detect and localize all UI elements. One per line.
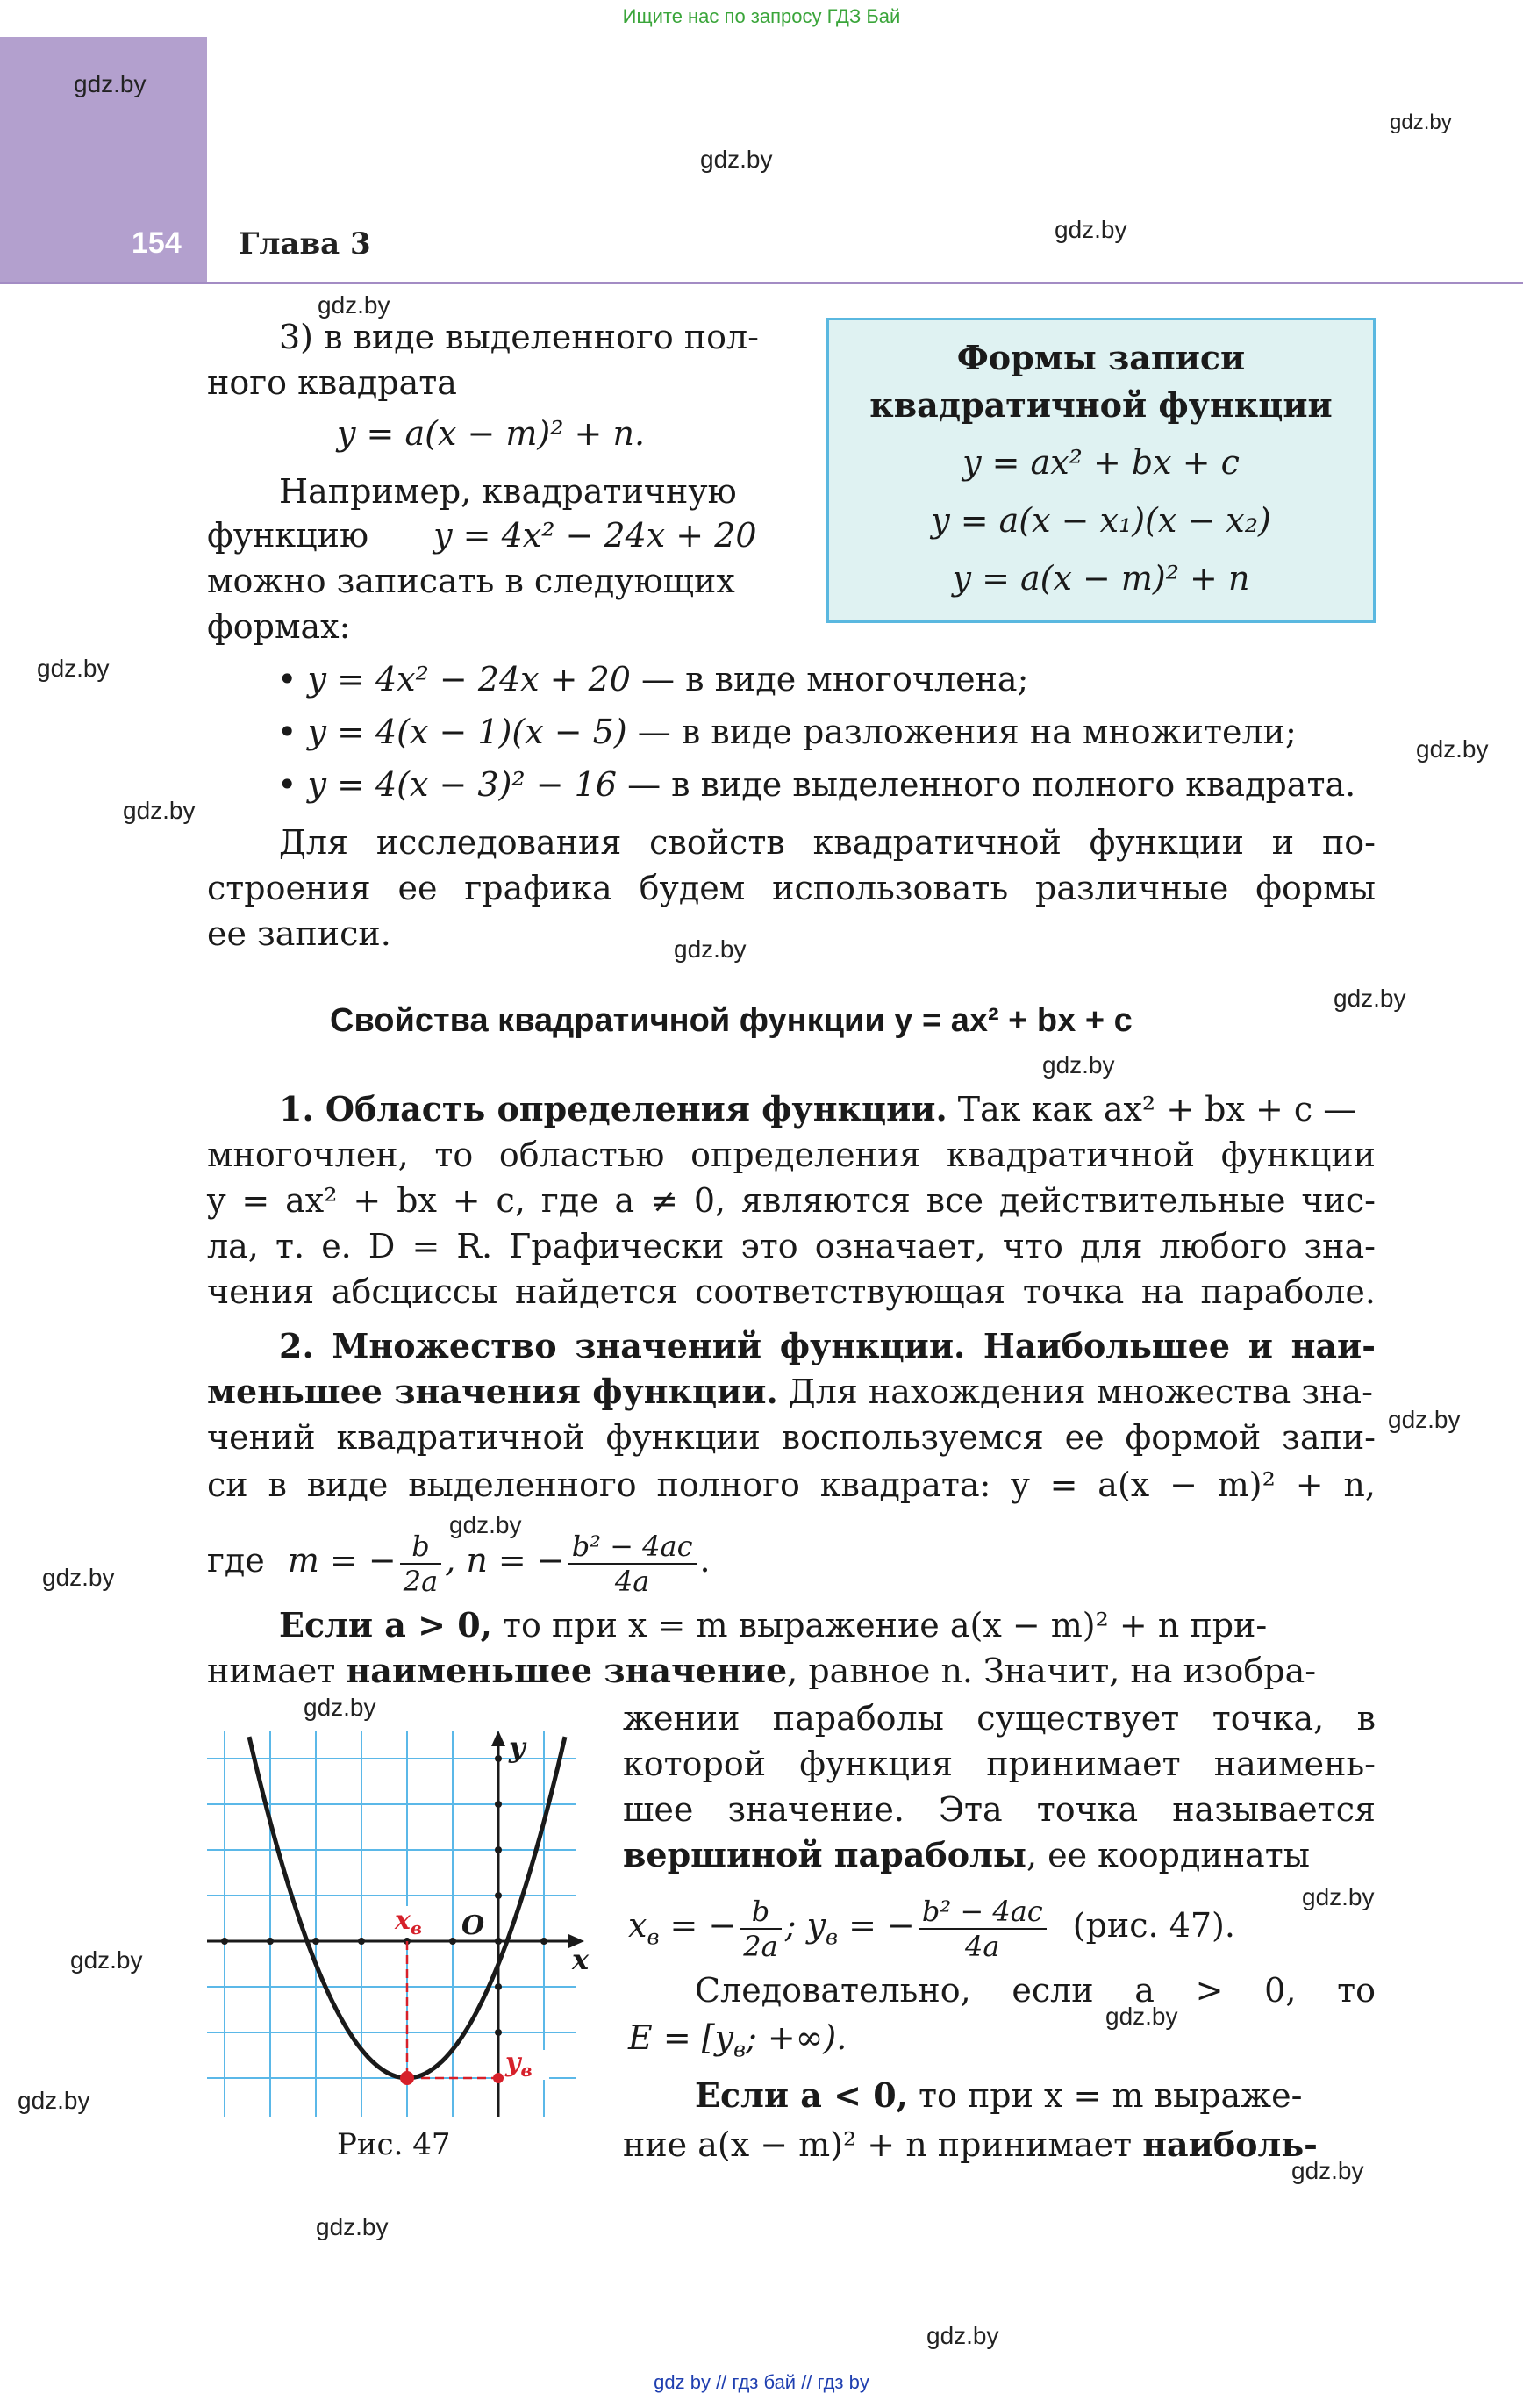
formula-part: = −: [838, 1906, 915, 1945]
paragraph-line: [207, 1648, 1316, 1694]
line-text: , ее координаты: [1026, 1836, 1310, 1874]
paragraph-line: многочлен, то областью определения квадратичной функции: [207, 1136, 1376, 1174]
line-text: то при x = m выражение a(x − m)² + n при-: [491, 1606, 1268, 1645]
axis-x-label: x: [572, 1943, 590, 1976]
fraction-denominator: 2a: [743, 1929, 778, 1963]
x-tick: [540, 1938, 547, 1945]
intro-line: Например, квадратичную: [279, 472, 737, 511]
formula-sub: в: [826, 1924, 839, 1950]
line-text: , равное n. Значит, на изобра-: [787, 1652, 1317, 1690]
fraction-numerator: b: [400, 1530, 441, 1565]
bottom-banner[interactable]: gdz by // гдз бай // гдз by: [654, 2371, 869, 2393]
paragraph-line: [279, 1602, 1267, 1648]
formula-part: ; +∞).: [746, 2018, 847, 2057]
paragraph-line: строения ее графика будем использовать различные формы: [207, 869, 1376, 907]
watermark: gdz.by: [1302, 1883, 1375, 1910]
bold-term: 1. Область определения функции.: [279, 1089, 947, 1129]
formula-part: m = −: [287, 1541, 397, 1580]
watermark: gdz.by: [1042, 1051, 1115, 1079]
bullet-text: — в виде разложения на множители;: [626, 713, 1297, 751]
chapter-title: Глава 3: [239, 226, 371, 262]
y-tick: [495, 1846, 502, 1853]
formula-part: E = [y: [628, 2018, 734, 2057]
line-text: Так как ax² + bx + c —: [947, 1090, 1357, 1129]
watermark: gdz.by: [926, 2322, 999, 2349]
y-tick: [495, 1983, 502, 1990]
paragraph-line: ее записи.: [207, 914, 391, 953]
intro-line: 3) в виде выделенного пол-: [279, 318, 759, 356]
bullet-text: — в виде многочлена;: [630, 660, 1029, 699]
fraction: [568, 1530, 697, 1598]
page-number: 154: [132, 226, 182, 260]
figure-reference: (рис. 47).: [1072, 1906, 1235, 1945]
intro-text: функцию: [207, 516, 369, 555]
fraction-numerator: b² − 4ac: [568, 1530, 697, 1565]
intro-line: формах:: [207, 607, 351, 646]
top-banner[interactable]: Ищите нас по запросу ГДЗ Бай: [622, 5, 901, 27]
y-tick: [495, 2029, 502, 2036]
box-title: квадратичной функции: [869, 385, 1333, 425]
bullet-item: [277, 762, 1355, 807]
box-formula: y = a(x − m)² + n: [952, 559, 1250, 598]
fraction-denominator: 4a: [965, 1929, 1000, 1963]
line-text: нимает: [207, 1652, 347, 1690]
formula-part: x: [628, 1906, 647, 1945]
y-vertex-point: [493, 2073, 504, 2083]
watermark: gdz.by: [42, 1564, 115, 1591]
bullet-icon: •: [277, 660, 297, 699]
bold-term: наименьшее значение: [346, 1651, 788, 1690]
y-tick: [495, 1892, 502, 1899]
watermark: gdz.by: [1416, 735, 1489, 763]
watermark: gdz.by: [18, 2087, 90, 2114]
header-rule: [0, 282, 1523, 284]
paragraph-line: Для исследования свойств квадратичной функции и по-: [279, 823, 1376, 862]
watermark: gdz.by: [1055, 216, 1127, 243]
paragraph-line: жении параболы существует точка, в: [623, 1699, 1376, 1738]
watermark: gdz.by: [449, 1511, 522, 1538]
yv-letter: y: [505, 2047, 521, 2078]
fraction-denominator: 4a: [614, 1564, 650, 1598]
paragraph-line: ла, т. е. D = R. Графически это означает, что для любого зна-: [207, 1227, 1376, 1265]
yv-sub: в: [520, 2060, 533, 2081]
origin-label: O: [461, 1910, 485, 1941]
paragraph-line: чений квадратичной функции воспользуемся ее формой запи-: [207, 1418, 1376, 1457]
watermark: gdz.by: [1388, 1406, 1461, 1433]
fraction-numerator: b² − 4ac: [919, 1895, 1047, 1930]
bullet-formula: y = 4x² − 24x + 20: [307, 660, 631, 699]
bold-term: наиболь-: [1142, 2125, 1318, 2164]
intro-line: можно записать в следующих: [207, 562, 735, 600]
intro-line: [207, 512, 757, 558]
bold-term: Если a > 0,: [279, 1605, 492, 1645]
paragraph-line: [628, 2015, 847, 2073]
section-heading: Свойства квадратичной функции y = ax² + bx + c: [330, 1002, 1133, 1039]
y-tick: [495, 1801, 502, 1808]
x-tick: [449, 1938, 456, 1945]
paragraph-line: [207, 1369, 1373, 1415]
parabola-figure: [207, 1731, 590, 2117]
bullet-item: [277, 656, 1028, 702]
line-text: Для нахождения множества зна-: [777, 1372, 1373, 1411]
paragraph-line: 2. Множество значений функции. Наибольшее и наи-: [279, 1326, 1376, 1365]
watermark: gdz.by: [1334, 985, 1406, 1012]
x-tick: [267, 1938, 274, 1945]
box-formula: y = ax² + bx + c: [962, 443, 1240, 482]
fraction-numerator: b: [740, 1895, 781, 1930]
intro-line: ного квадрата: [207, 363, 457, 402]
box-formula: y = a(x − x₁)(x − x₂): [931, 501, 1271, 540]
figure-caption: Рис. 47: [337, 2127, 451, 2162]
formula-sub: в: [733, 2037, 746, 2062]
formula-sub: в: [647, 1924, 660, 1950]
box-title: Формы записи: [956, 338, 1246, 377]
axis-y-label: y: [509, 1731, 526, 1764]
y-tick: [495, 1938, 502, 1945]
x-tick: [221, 1938, 228, 1945]
vertex-formula: [628, 1890, 1235, 1973]
watermark: gdz.by: [304, 1694, 376, 1721]
y-tick: [495, 1755, 502, 1762]
watermark: gdz.by: [37, 655, 110, 682]
bold-term: Если a < 0,: [695, 2075, 908, 2115]
formula-part: , n = −: [445, 1541, 565, 1580]
watermark: gdz.by: [316, 2213, 389, 2240]
formula-part: ; y: [784, 1906, 826, 1945]
bullet-item: [277, 709, 1297, 755]
bold-term: вершиной параболы: [623, 1835, 1026, 1874]
watermark: gdz.by: [70, 1946, 143, 1974]
bullet-icon: •: [277, 713, 297, 751]
forms-box: [826, 318, 1376, 623]
bullet-icon: •: [277, 765, 297, 804]
fraction: [400, 1530, 441, 1598]
paragraph-line: [695, 2073, 1302, 2118]
paragraph-line: где m = − $\frac{b}{2a}$ , n = − $\frac{\text{b² − 4ac}}{4a}$ .: [207, 1529, 711, 1598]
intro-formula: y = a(x − m)² + n.: [337, 414, 646, 453]
formula-part: = −: [659, 1906, 737, 1945]
paragraph-line: которой функция принимает наимень-: [623, 1745, 1376, 1783]
paragraph-line: Следовательно, если a > 0, то: [695, 1971, 1376, 2010]
bullet-text: — в виде выделенного полного квадрата.: [617, 765, 1356, 804]
watermark: gdz.by: [123, 797, 196, 824]
paragraph-line: y = ax² + bx + c, где a ≠ 0, являются все действительные чис-: [207, 1181, 1376, 1220]
bold-term: меньшее значения функции.: [207, 1372, 778, 1411]
fraction: [740, 1895, 781, 1963]
xv-letter: x: [395, 1905, 411, 1936]
vertex-point: [400, 2071, 414, 2085]
line-text: то при x = m выраже-: [907, 2076, 1303, 2115]
watermark: gdz.by: [1291, 2157, 1364, 2184]
bullet-formula: y = 4(x − 3)² − 16: [307, 765, 617, 804]
watermark: gdz.by: [1390, 111, 1452, 134]
paragraph-line: [623, 2122, 1318, 2168]
y-axis-arrow-icon: [491, 1731, 505, 1746]
line-text: ние a(x − m)² + n принимает: [623, 2125, 1143, 2164]
watermark: gdz.by: [674, 935, 747, 963]
x-tick: [358, 1938, 365, 1945]
xv-sub: в: [410, 1917, 423, 1939]
watermark: gdz.by: [74, 70, 147, 97]
watermark: gdz.by: [700, 146, 773, 173]
x-tick: [312, 1938, 319, 1945]
paragraph-line: си в виде выделенного полного квадрата: y = a(x − m)² + n,: [207, 1466, 1376, 1504]
paragraph-line: [279, 1086, 1356, 1132]
watermark: gdz.by: [1105, 2003, 1178, 2030]
fraction: [919, 1895, 1047, 1963]
paragraph-line: чения абсциссы найдется соответствующая точка на параболе.: [207, 1272, 1376, 1311]
paragraph-line: [623, 1832, 1376, 1878]
line-text: где: [207, 1541, 265, 1580]
watermark: gdz.by: [318, 291, 390, 319]
bullet-formula: y = 4(x − 1)(x − 5): [307, 713, 627, 751]
fraction-denominator: 2a: [403, 1564, 439, 1598]
paragraph-line: шее значение. Эта точка называется: [623, 1790, 1376, 1829]
intro-formula: y = 4x² − 24x + 20: [433, 516, 757, 555]
